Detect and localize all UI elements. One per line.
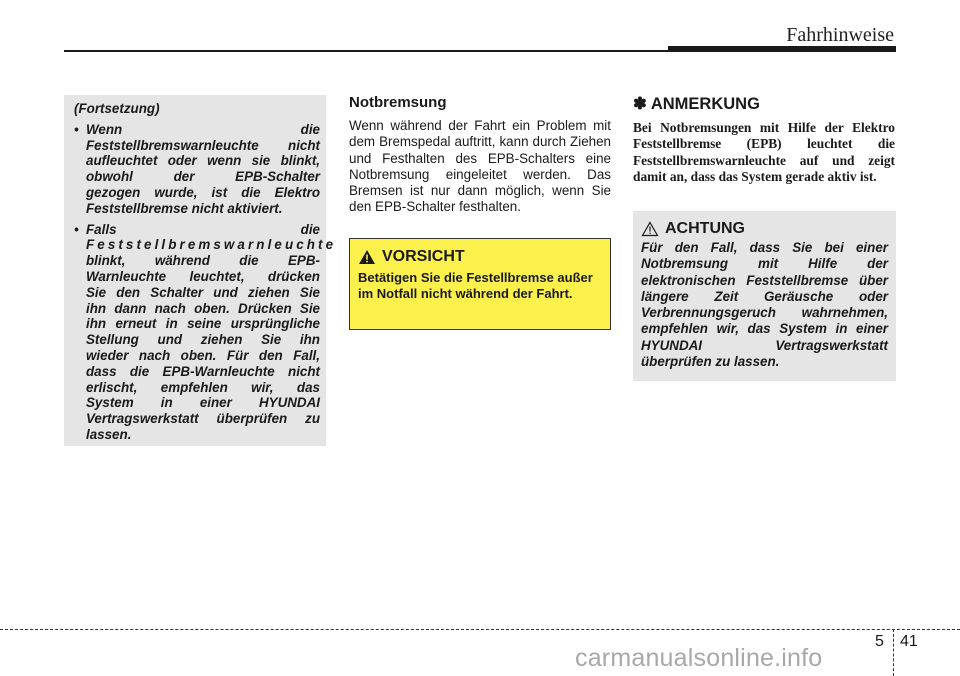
bullet-line: Stellung und ziehen Sie ihn (86, 332, 320, 348)
bullet-line: Feststellbremswarnleuchte nicht (86, 137, 320, 153)
footer-dashed-line (0, 629, 960, 630)
achtung-box (633, 211, 896, 381)
bullet-line: Feststellbremse nicht aktiviert. (86, 200, 283, 216)
notbremsung-heading: Notbremsung (349, 94, 447, 111)
bullet-line: Falls die (86, 221, 320, 237)
anmerkung-section (633, 94, 895, 185)
achtung-text: Für den Fall, dass Sie bei einer Notbremsung mit Hilfe der elektronischen Feststellbremse über längere Zeit Geräusche oder Verbrennungsgeruch wahrnehmen, empfehlen wir, das System in einer HYUNDAI Vertragswerkstatt überprüfen zu lassen. (641, 240, 888, 370)
warning-triangle-icon (358, 249, 376, 265)
bullet-line: aufleuchtet oder wenn sie blinkt, (86, 153, 320, 169)
header-rule-thin (64, 50, 670, 52)
bullet-line: Vertragswerkstatt überprüfen zu (86, 411, 320, 427)
bullet-line: blinkt, während die EPB- (86, 253, 320, 269)
page-number: 41 (900, 633, 918, 650)
bullet-icon: • (74, 121, 79, 137)
bullet-line: ihn dann nach oben. Drücken Sie (86, 300, 320, 316)
warning-triangle-outline-icon (641, 221, 659, 237)
vorsicht-box (349, 238, 611, 330)
bullet-line: lassen. (86, 426, 132, 442)
header-title: Fahrhinweise (786, 24, 894, 46)
bullet-icon: • (74, 221, 79, 237)
bullet-line: Warnleuchte leuchtet, drücken (86, 268, 320, 284)
vorsicht-text: Betätigen Sie die Festellbremse außer im Notfall nicht während der Fahrt. (358, 270, 593, 301)
anmerkung-text: Bei Notbremsungen mit Hilfe der Elektro Feststellbremse (EPB) leuchtet die Feststellbremswarnleuchte auf und zeigt damit an, dass das System gerade aktiv ist. (633, 120, 895, 184)
vorsicht-title: VORSICHT (382, 248, 465, 265)
bullet-line: ihn erneut in seine ursprüngliche (86, 316, 320, 332)
bullet-line: Wenn die (86, 121, 320, 137)
bullet-line: System in einer HYUNDAI (86, 395, 320, 411)
bullet-item (74, 221, 337, 443)
notbremsung-section (349, 94, 611, 216)
notbremsung-text: Wenn während der Fahrt ein Problem mit dem Bremspedal auftritt, kann durch Ziehen und Festhalten des EPB-Schalters eine Notbremsung eingeleitet werden. Das Bremsen ist nur dann möglich, wenn Sie den EPB-Schalter festhalten. (349, 118, 611, 215)
asterisk-icon: ✽ (633, 95, 647, 113)
anmerkung-title: ANMERKUNG (650, 94, 760, 113)
footer-page-divider (893, 629, 894, 676)
bullet-line: gezogen wurde, ist die Elektro (86, 184, 320, 200)
continuation-box (64, 95, 337, 446)
bullet-item (74, 122, 320, 217)
achtung-title: ACHTUNG (665, 220, 745, 237)
continuation-heading: (Fortsetzung) (74, 101, 160, 116)
bullet-line: erlischt, empfehlen wir, das (86, 379, 320, 395)
bullet-line: Feststellbremswarnleuchte (86, 237, 337, 253)
watermark: carmanualsonline.info (575, 644, 823, 672)
chapter-number: 5 (875, 633, 884, 650)
header-rule-thick (668, 46, 896, 52)
bullet-line: obwohl der EPB-Schalter (86, 169, 320, 185)
bullet-line: wieder nach oben. Für den Fall, (86, 347, 320, 363)
bullet-line: dass die EPB-Warnleuchte nicht (86, 363, 320, 379)
bullet-line: Sie den Schalter und ziehen Sie (86, 284, 320, 300)
